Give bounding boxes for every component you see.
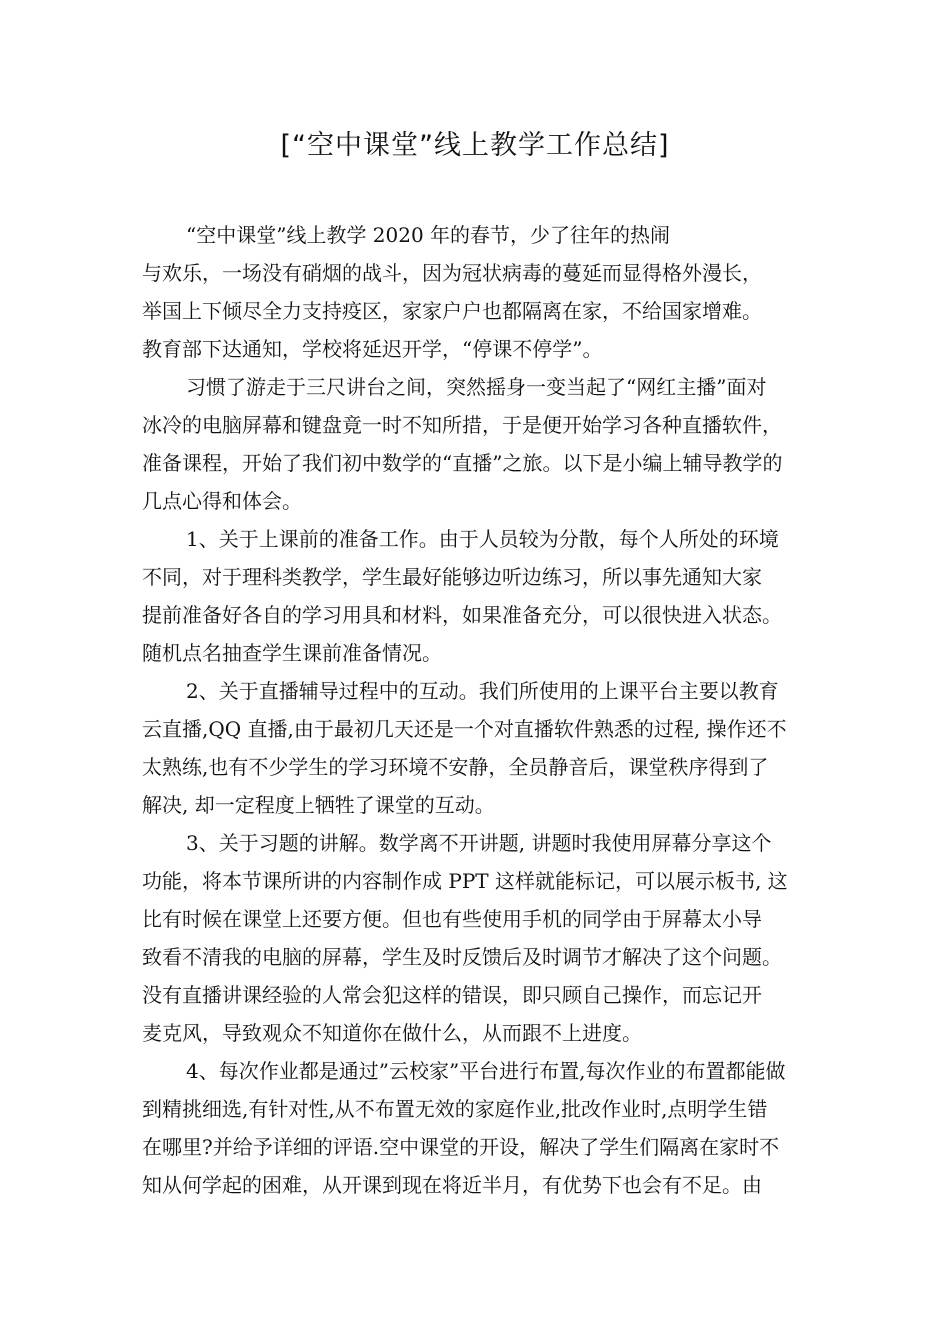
body-line: 到精挑细选,有针对性,从不布置无效的家庭作业,批改作业时,点明学生错 [142,1097,768,1121]
body-line: 不同，对于理科类教学，学生最好能够边听边练习，所以事先通知大家 [142,565,762,589]
body-line: 没有直播讲课经验的人常会犯这样的错误，即只顾自己操作，而忘记开 [142,983,762,1007]
body-line: 云直播,QQ 直播,由于最初几天还是一个对直播软件熟悉的过程, 操作还不 [142,717,787,741]
body-line: 几点心得和体会。 [142,489,302,513]
body-line: 教育部下达通知，学校将延迟开学，“停课不停学”。 [142,337,603,361]
body-line: 准备课程，开始了我们初中数学的“直播”之旅。以下是小编上辅导教学的 [142,451,783,475]
body-line: 解决, 却一定程度上牺牲了课堂的互动。 [142,793,495,817]
body-line: 3、关于习题的讲解。数学离不开讲题, 讲题时我使用屏幕分享这个 [186,831,772,855]
body-line: 2、关于直播辅导过程中的互动。我们所使用的上课平台主要以教育 [186,679,779,703]
body-line: 随机点名抽查学生课前准备情况。 [142,641,442,665]
body-line: 在哪里?并给予详细的评语.空中课堂的开设，解决了学生们隔离在家时不 [142,1135,780,1159]
body-line: 与欢乐，一场没有硝烟的战斗，因为冠状病毒的蔓延而显得格外漫长， [142,261,762,285]
body-line: “空中课堂”线上教学 2020 年的春节，少了往年的热闹 [186,223,671,247]
body-line: 4、每次作业都是通过”云校家”平台进行布置,每次作业的布置都能做 [186,1059,786,1083]
body-line: 习惯了游走于三尺讲台之间，突然摇身一变当起了“网红主播”面对 [186,375,767,399]
body-line: 1、关于上课前的准备工作。由于人员较为分散，每个人所处的环境 [186,527,779,551]
body-line: 冰冷的电脑屏幕和键盘竟一时不知所措，于是便开始学习各种直播软件， [142,413,782,437]
body-line: 麦克风，导致观众不知道你在做什么，从而跟不上进度。 [142,1021,642,1045]
body-line: 致看不清我的电脑的屏幕，学生及时反馈后及时调节才解决了这个问题。 [142,945,782,969]
body-line: 太熟练,也有不少学生的学习环境不安静，全员静音后，课堂秩序得到了 [142,755,769,779]
document-body [142,216,818,1204]
body-line: 功能，将本节课所讲的内容制作成 PPT 这样就能标记，可以展示板书, 这 [142,869,788,893]
document-title: [“空中课堂”线上教学工作总结] [280,130,670,161]
body-line: 比有时候在课堂上还要方便。但也有些使用手机的同学由于屏幕太小导 [142,907,762,931]
body-line: 提前准备好各自的学习用具和材料，如果准备充分，可以很快进入状态。 [142,603,782,627]
body-line: 知从何学起的困难，从开课到现在将近半月，有优势下也会有不足。由 [142,1173,762,1197]
body-line: 举国上下倾尽全力支持疫区，家家户户也都隔离在家，不给国家增难。 [142,299,762,323]
